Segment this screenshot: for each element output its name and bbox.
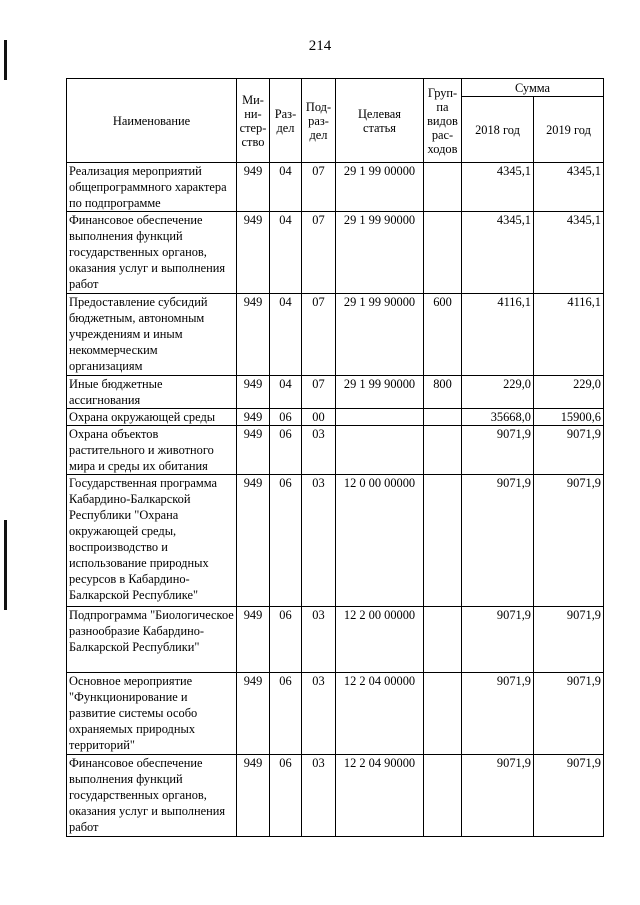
row-expense-group: [424, 163, 462, 212]
row-subsection: 03: [302, 755, 336, 837]
row-ministry: 949: [237, 755, 270, 837]
row-ministry: 949: [237, 376, 270, 409]
row-target: 29 1 99 90000: [336, 294, 424, 376]
table-row: [67, 409, 604, 426]
row-subsection: 00: [302, 409, 336, 426]
page-number: 214: [308, 38, 332, 54]
row-name: Государственная программа Кабардино-Балкарской Республики "Охрана окружающей среды, воспроизводство и использование природных ресурсов в Кабардино-Балкарской Республике": [67, 475, 237, 607]
header-expense-group: Груп- па видов рас- ходов: [424, 79, 462, 163]
row-expense-group: [424, 607, 462, 673]
row-sum-2018: 9071,9: [462, 673, 534, 755]
row-target: 12 2 00 00000: [336, 607, 424, 673]
row-section: 06: [270, 673, 302, 755]
row-sum-2019: 9071,9: [534, 673, 604, 755]
row-expense-group: [424, 409, 462, 426]
row-sum-2019: 15900,6: [534, 409, 604, 426]
row-expense-group: [424, 475, 462, 607]
row-target: 29 1 99 90000: [336, 212, 424, 294]
row-sum-2018: 9071,9: [462, 607, 534, 673]
row-name: Основное мероприятие "Функционирование и развитие системы особо охраняемых природных территорий": [67, 673, 237, 755]
table-row: [67, 755, 604, 837]
row-section: 04: [270, 376, 302, 409]
row-sum-2019: 4116,1: [534, 294, 604, 376]
budget-table: [66, 78, 604, 837]
row-subsection: 03: [302, 673, 336, 755]
row-sum-2018: 4345,1: [462, 163, 534, 212]
row-subsection: 07: [302, 294, 336, 376]
header-section: Раз- дел: [270, 79, 302, 163]
row-section: 06: [270, 426, 302, 475]
row-sum-2019: 9071,9: [534, 426, 604, 475]
row-sum-2018: 4345,1: [462, 212, 534, 294]
row-name: Финансовое обеспечение выполнения функций государственных органов, оказания услуг и выполнения работ: [67, 212, 237, 294]
table-row: [67, 426, 604, 475]
table-row: [67, 294, 604, 376]
row-target: 12 0 00 00000: [336, 475, 424, 607]
table-row: [67, 475, 604, 607]
row-section: 04: [270, 212, 302, 294]
row-expense-group: [424, 426, 462, 475]
row-ministry: 949: [237, 426, 270, 475]
row-sum-2019: 229,0: [534, 376, 604, 409]
row-name: Иные бюджетные ассигнования: [67, 376, 237, 409]
row-expense-group: 600: [424, 294, 462, 376]
table-row: [67, 673, 604, 755]
row-target: [336, 409, 424, 426]
table-row: [67, 212, 604, 294]
row-subsection: 03: [302, 475, 336, 607]
scan-edge-mark: [4, 40, 7, 80]
row-section: 06: [270, 755, 302, 837]
row-target: 29 1 99 90000: [336, 376, 424, 409]
row-sum-2018: 4116,1: [462, 294, 534, 376]
row-sum-2019: 9071,9: [534, 607, 604, 673]
row-subsection: 07: [302, 376, 336, 409]
row-sum-2019: 4345,1: [534, 212, 604, 294]
row-ministry: 949: [237, 607, 270, 673]
row-expense-group: [424, 755, 462, 837]
row-sum-2019: 9071,9: [534, 755, 604, 837]
table-row: [67, 163, 604, 212]
row-target: 12 2 04 90000: [336, 755, 424, 837]
row-ministry: 949: [237, 212, 270, 294]
row-ministry: 949: [237, 409, 270, 426]
row-subsection: 03: [302, 607, 336, 673]
row-sum-2018: 9071,9: [462, 475, 534, 607]
header-sum: Сумма: [462, 79, 604, 97]
row-sum-2018: 9071,9: [462, 426, 534, 475]
row-name: Предоставление субсидий бюджетным, автономным учреждениям и иным некоммерческим организациям: [67, 294, 237, 376]
row-expense-group: 800: [424, 376, 462, 409]
row-section: 06: [270, 607, 302, 673]
row-subsection: 07: [302, 212, 336, 294]
row-subsection: 03: [302, 426, 336, 475]
row-ministry: 949: [237, 475, 270, 607]
header-target: Целевая статья: [336, 79, 424, 163]
header-year-2019: 2019 год: [534, 97, 604, 163]
header-ministry: Ми- ни- стер- ство: [237, 79, 270, 163]
row-section: 04: [270, 163, 302, 212]
row-name: Реализация мероприятий общепрограммного характера по подпрограмме: [67, 163, 237, 212]
row-section: 06: [270, 475, 302, 607]
row-sum-2018: 229,0: [462, 376, 534, 409]
row-ministry: 949: [237, 163, 270, 212]
header-name: Наименование: [67, 79, 237, 163]
row-name: Охрана окружающей среды: [67, 409, 237, 426]
row-expense-group: [424, 673, 462, 755]
row-name: Охрана объектов растительного и животного мира и среды их обитания: [67, 426, 237, 475]
row-sum-2018: 9071,9: [462, 755, 534, 837]
row-section: 04: [270, 294, 302, 376]
table-row: [67, 607, 604, 673]
row-name: Подпрограмма "Биологическое разнообразие Кабардино-Балкарской Республики": [67, 607, 237, 673]
scan-edge-mark: [4, 520, 7, 610]
row-subsection: 07: [302, 163, 336, 212]
row-section: 06: [270, 409, 302, 426]
row-target: [336, 426, 424, 475]
row-sum-2019: 9071,9: [534, 475, 604, 607]
row-expense-group: [424, 212, 462, 294]
row-ministry: 949: [237, 294, 270, 376]
row-name: Финансовое обеспечение выполнения функций государственных органов, оказания услуг и выполнения работ: [67, 755, 237, 837]
row-target: 12 2 04 00000: [336, 673, 424, 755]
row-target: 29 1 99 00000: [336, 163, 424, 212]
table-row: [67, 376, 604, 409]
row-sum-2018: 35668,0: [462, 409, 534, 426]
row-sum-2019: 4345,1: [534, 163, 604, 212]
header-subsection: Под- раз- дел: [302, 79, 336, 163]
header-year-2018: 2018 год: [462, 97, 534, 163]
row-ministry: 949: [237, 673, 270, 755]
